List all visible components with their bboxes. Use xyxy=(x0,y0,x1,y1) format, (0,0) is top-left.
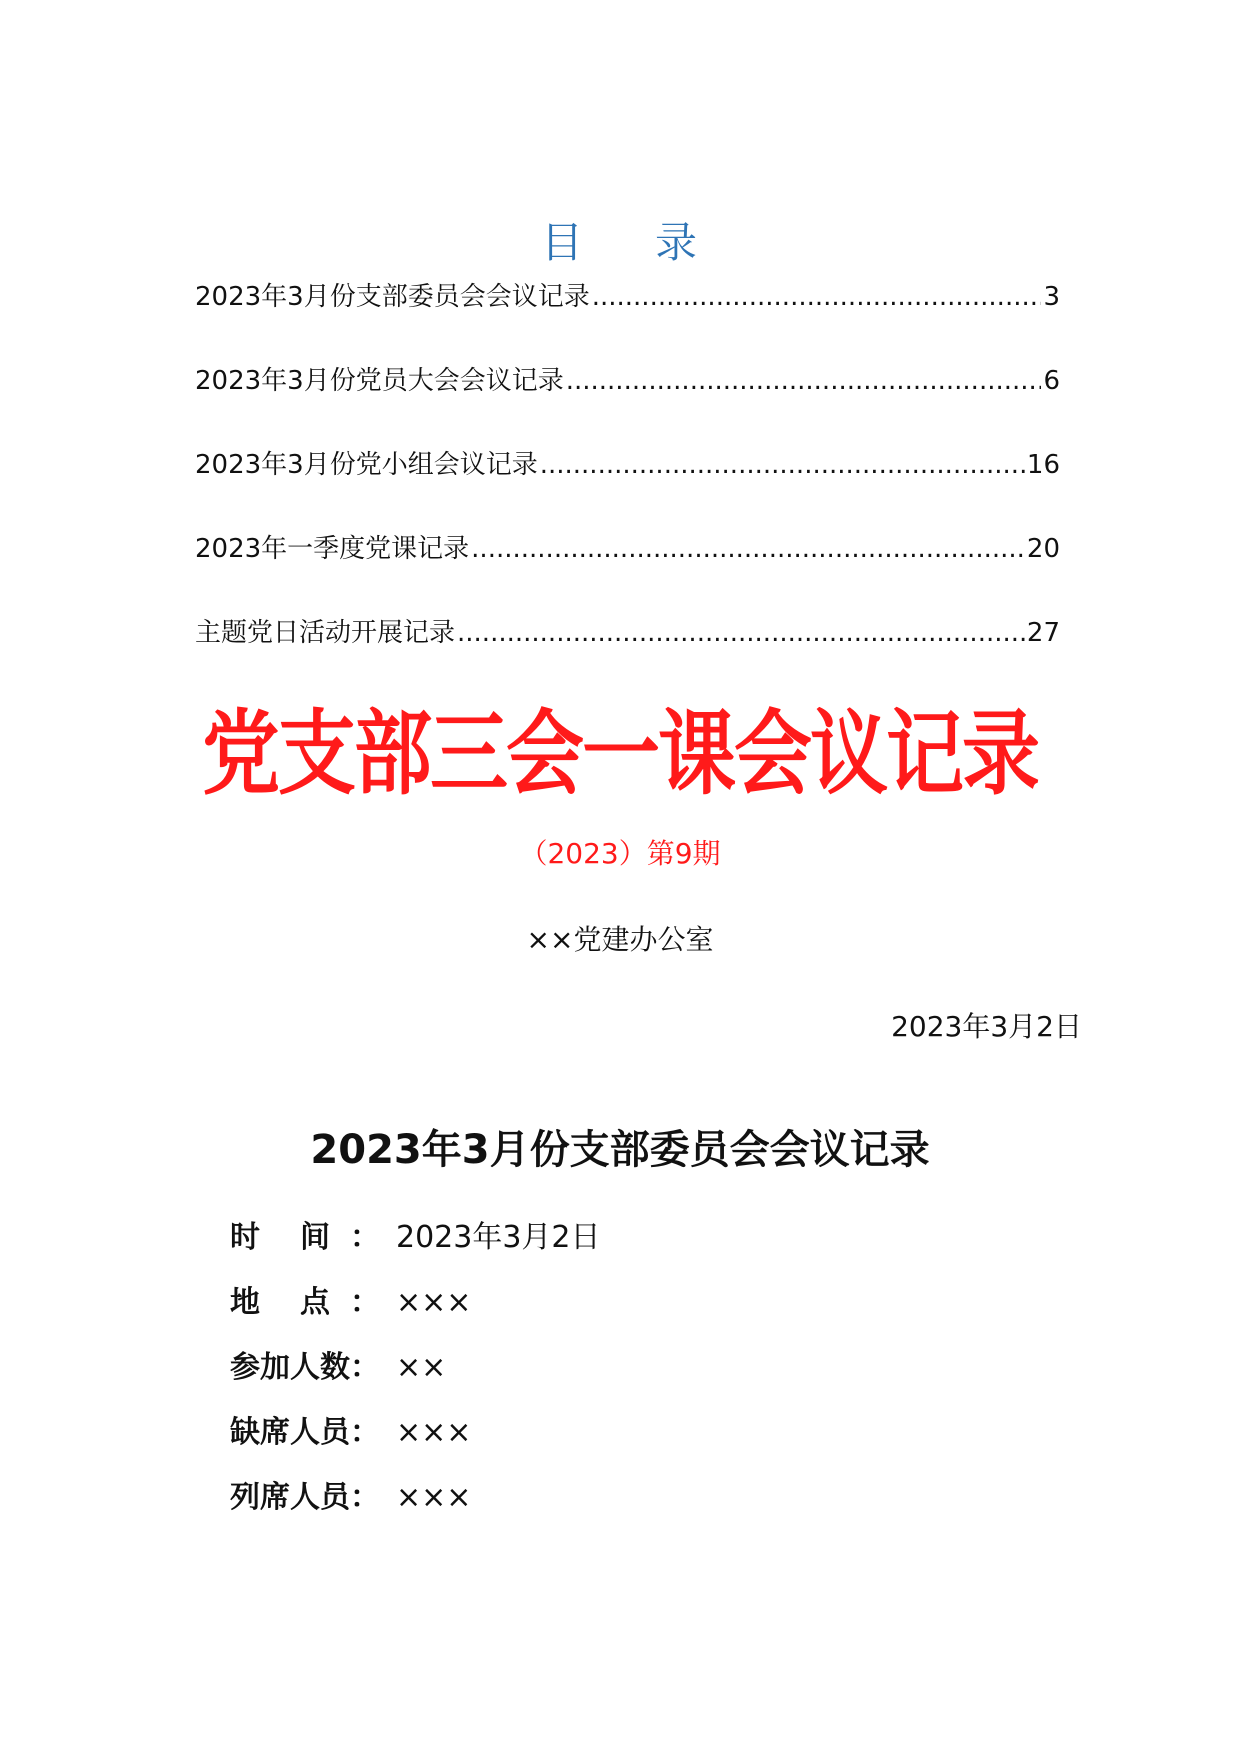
toc-leader-dots xyxy=(457,618,1025,648)
toc-leader-dots xyxy=(540,450,1025,480)
toc-item-page: 6 xyxy=(1043,366,1060,396)
meta-colon: ： xyxy=(350,1285,380,1320)
meta-value-time: 2023年3月2日 xyxy=(396,1220,601,1255)
meta-value-location: ××× xyxy=(396,1285,472,1320)
meta-row-absent xyxy=(230,1413,601,1478)
toc-leader-dots xyxy=(471,534,1025,564)
meta-label-attendees: 参加人数 xyxy=(230,1350,350,1385)
toc-title xyxy=(0,210,1240,270)
toc-item-title: 2023年3月份党小组会议记录 xyxy=(195,450,538,480)
meta-colon: ： xyxy=(350,1220,380,1255)
toc-item-title: 主题党日活动开展记录 xyxy=(195,618,456,648)
meta-value-attendees: ×× xyxy=(396,1350,447,1385)
toc-item-page: 3 xyxy=(1043,282,1060,312)
meta-row-time xyxy=(230,1218,601,1283)
toc-item[interactable] xyxy=(195,450,1060,534)
meta-colon: ： xyxy=(350,1350,380,1385)
toc-item-page: 27 xyxy=(1026,618,1060,648)
toc-item[interactable] xyxy=(195,534,1060,618)
meta-label-absent: 缺席人员 xyxy=(230,1415,350,1450)
cover-red-title: 党支部三会一课会议记录 xyxy=(201,700,1038,809)
toc-leader-dots xyxy=(566,366,1042,396)
meta-label-observers: 列席人员 xyxy=(230,1480,350,1515)
meta-value-observers: ××× xyxy=(396,1480,472,1515)
toc-title-char-2: 录 xyxy=(655,218,700,267)
toc-list xyxy=(195,282,1060,702)
meta-row-attendees xyxy=(230,1348,601,1413)
cover-office-name: ××党建办公室 xyxy=(526,923,714,956)
toc-item[interactable] xyxy=(195,366,1060,450)
meta-colon: ： xyxy=(350,1480,380,1515)
toc-title-char-1: 目 xyxy=(540,218,585,267)
cover-issue-number: （2023）第9期 xyxy=(519,837,721,870)
meta-row-observers xyxy=(230,1478,601,1543)
toc-item-title: 2023年3月份党员大会会议记录 xyxy=(195,366,564,396)
toc-leader-dots xyxy=(592,282,1042,312)
meta-value-absent: ××× xyxy=(396,1415,472,1450)
section-title: 2023年3月份支部委员会会议记录 xyxy=(310,1127,930,1173)
toc-item[interactable] xyxy=(195,282,1060,366)
meta-label-time: 时 间 xyxy=(230,1220,330,1255)
toc-item-title: 2023年3月份支部委员会会议记录 xyxy=(195,282,590,312)
toc-item-page: 20 xyxy=(1026,534,1060,564)
cover-date: 2023年3月2日 xyxy=(891,1010,1082,1043)
toc-item[interactable] xyxy=(195,618,1060,702)
meeting-meta xyxy=(230,1218,601,1543)
meta-label-location: 地 点 xyxy=(230,1285,330,1320)
toc-item-page: 16 xyxy=(1026,450,1060,480)
toc-item-title: 2023年一季度党课记录 xyxy=(195,534,470,564)
meta-row-location xyxy=(230,1283,601,1348)
meta-colon: ： xyxy=(350,1415,380,1450)
